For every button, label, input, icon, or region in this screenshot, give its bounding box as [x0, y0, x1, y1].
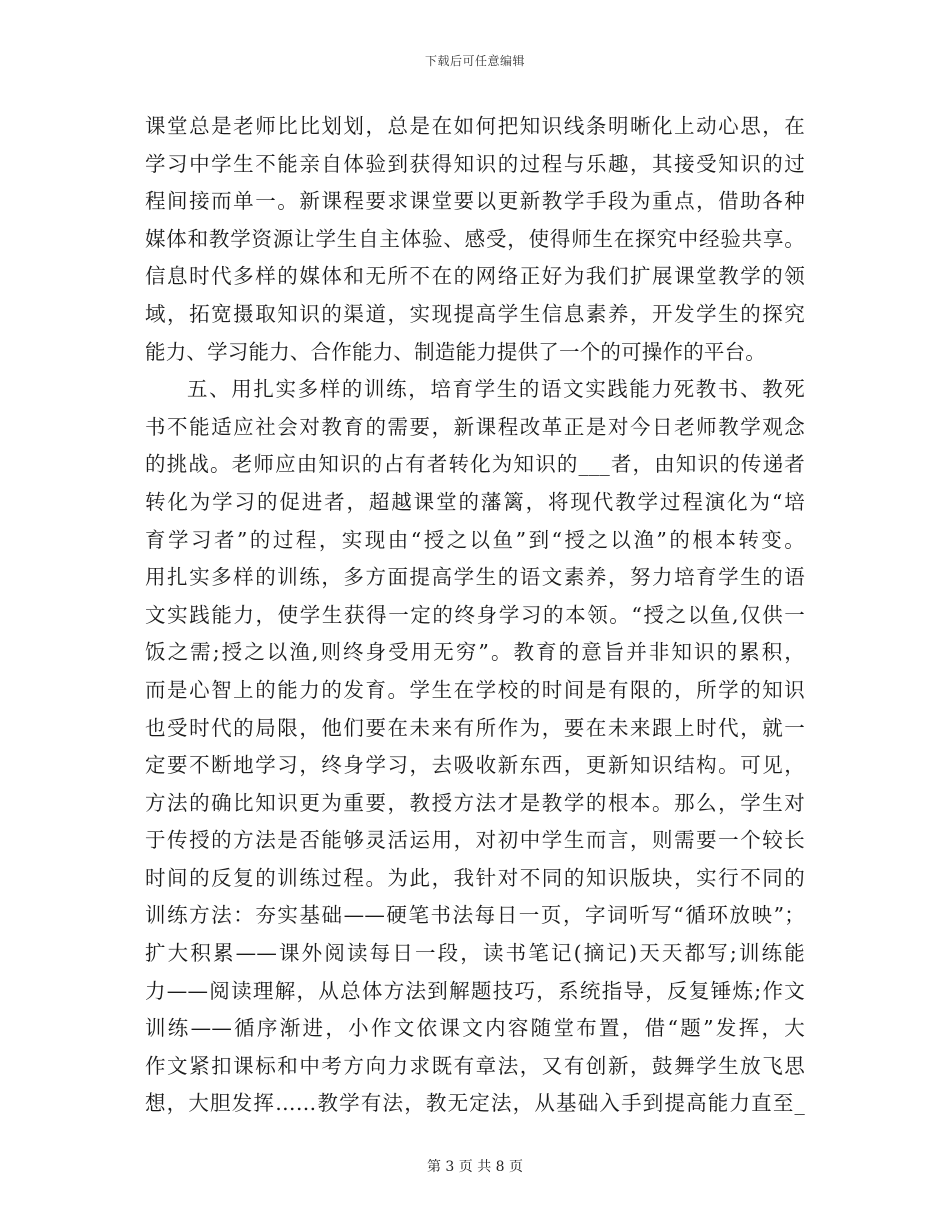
- text-line: 时间的反复的训练过程。为此，我针对不同的知识版块，实行不同的: [145, 865, 805, 890]
- text-line: 书不能适应社会对教育的需要，新课程改革正是对今日老师教学观念: [145, 414, 805, 439]
- text-line: 学习中学生不能亲自体验到获得知识的过程与乐趣，其接受知识的过: [145, 151, 805, 176]
- text-line: 域，拓宽摄取知识的渠道，实现提高学生信息素养，开发学生的探究: [145, 301, 805, 326]
- text-line: 课堂总是老师比比划划，总是在如何把知识线条明晰化上动心思，在: [145, 114, 805, 138]
- text-line: 程间接而单一。新课程要求课堂要以更新教学手段为重点，借助各种: [145, 189, 805, 214]
- text-line: 力——阅读理解，从总体方法到解题技巧，系统指导，反复锤炼;作文: [145, 978, 805, 1003]
- text-line: 饭之需;授之以渔,则终身受用无穷”。教育的意旨并非知识的累积，: [145, 640, 805, 665]
- text-line: 想，大胆发挥……教学有法，教无定法，从基础入手到提高能力直至_: [145, 1091, 805, 1116]
- document-body: [145, 108, 805, 1123]
- text-line: 育学习者”的过程，实现由“授之以鱼”到“授之以渔”的根本转变。: [145, 527, 805, 552]
- text-line: 转化为学习的促进者，超越课堂的藩篱，将现代教学过程演化为“培: [145, 489, 805, 514]
- section-heading-line: 五、用扎实多样的训练，培育学生的语文实践能力死教书、教死: [187, 377, 805, 402]
- text-line: 用扎实多样的训练，多方面提高学生的语文素养，努力培育学生的语: [145, 565, 805, 590]
- text-line: 信息时代多样的媒体和无所不在的网络正好为我们扩展课堂教学的领: [145, 264, 805, 289]
- text-line: 也受时代的局限，他们要在未来有所作为，要在未来跟上时代，就一: [145, 715, 805, 740]
- text-line: 媒体和教学资源让学生自主体验、感受，使得师生在探究中经验共享。: [145, 226, 805, 251]
- text-line: 能力、学习能力、合作能力、制造能力提供了一个的可操作的平台。: [145, 339, 766, 364]
- text-line: 扩大积累——课外阅读每日一段，读书笔记(摘记)天天都写;训练能: [145, 941, 805, 966]
- text-line: 文实践能力，使学生获得一定的终身学习的本领。“授之以鱼,仅供一: [145, 602, 805, 627]
- page-number-footer: 第 3 页 共 8 页: [426, 1159, 524, 1175]
- text-line: 作文紧扣课标和中考方向力求既有章法，又有创新，鼓舞学生放飞思: [145, 1053, 805, 1078]
- text-line: 训练——循序渐进，小作文依课文内容随堂布置，借“题”发挥，大: [145, 1016, 805, 1041]
- text-line: 于传授的方法是否能够灵活运用，对初中学生而言，则需要一个较长: [145, 828, 805, 853]
- page-header: 下载后可任意编辑: [424, 54, 525, 68]
- text-line: 而是心智上的能力的发育。学生在学校的时间是有限的，所学的知识: [145, 677, 805, 702]
- text-line: 的挑战。老师应由知识的占有者转化为知识的___者，由知识的传递者: [145, 452, 805, 477]
- text-line: 方法的确比知识更为重要，教授方法才是教学的根本。那么，学生对: [145, 790, 805, 815]
- text-line: 定要不断地学习，终身学习，去吸收新东西，更新知识结构。可见，: [145, 753, 805, 778]
- text-line: 训练方法：夯实基础——硬笔书法每日一页，字词听写“循环放映”；: [145, 903, 805, 928]
